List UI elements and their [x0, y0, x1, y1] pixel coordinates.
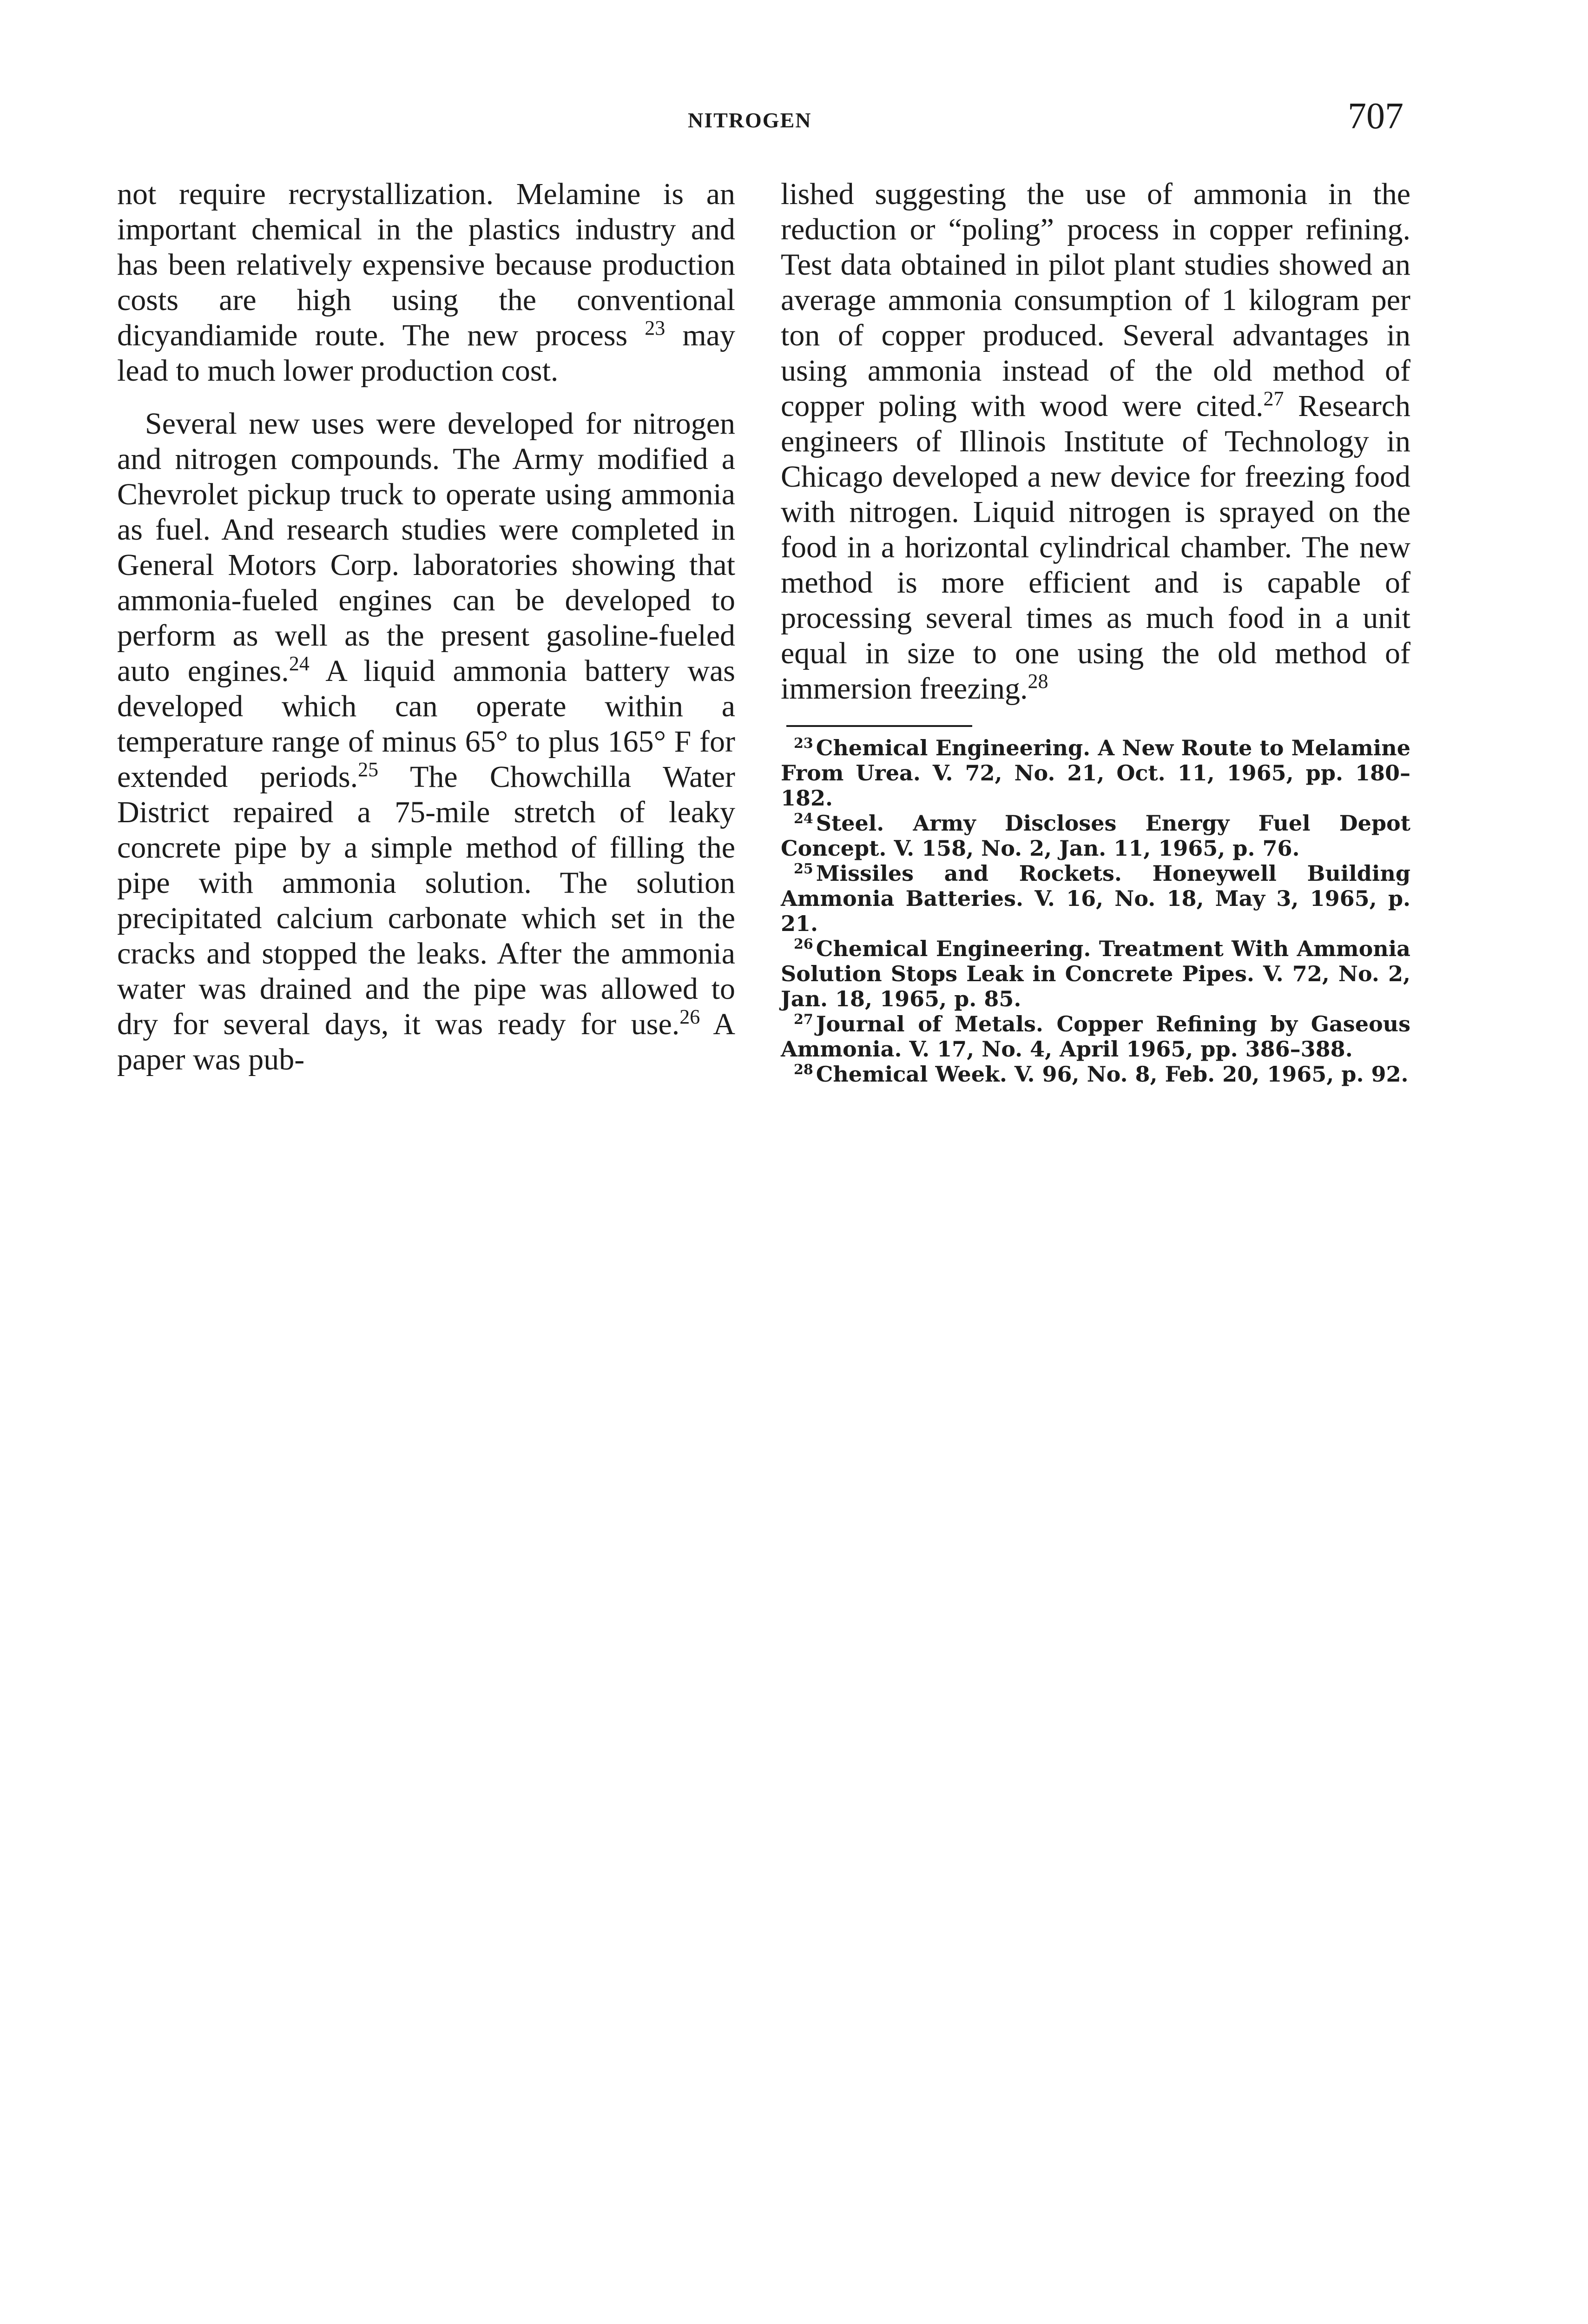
footnote-ref-23: 23: [645, 317, 666, 339]
paragraph-text: not require recrystallization. Melamine is an important chemical in the plastics industry and has been relatively expensive because production costs are high using the conventional dicyandiamide route. The new process: [117, 177, 735, 352]
footnote-text: Chemical Week. V. 96, No. 8, Feb. 20, 1965, p. 92.: [816, 1062, 1409, 1087]
left-column: [117, 177, 735, 1077]
footnote-24: [781, 811, 1410, 861]
footnote-number: 28: [794, 1061, 813, 1078]
footnote-number: 24: [794, 810, 813, 827]
footnote-27: [781, 1011, 1410, 1062]
footnotes: [781, 735, 1410, 1087]
footnote-text: Chemical Engineering. A New Route to Melamine From Urea. V. 72, No. 21, Oct. 11, 1965, pp. 180–182.: [781, 735, 1410, 811]
paragraph-text: may lead to much lower production cost.: [117, 318, 735, 388]
paragraph-melamine: [117, 177, 735, 389]
footnote-text: Chemical Engineering. Treatment With Ammonia Solution Stops Leak in Concrete Pipes. V. 72, No. 2, Jan. 18, 1965, p. 85.: [781, 936, 1410, 1011]
footnote-divider: [786, 725, 972, 727]
paragraph-new-uses: [117, 406, 735, 1077]
paragraph-text: Several new uses were developed for nitrogen and nitrogen compounds. The Army modified a Chevrolet pickup truck to operate using ammonia as fuel. And research studies were completed in General Motors Corp. laboratories showing that ammonia-fueled engines can be developed to perform as well as the present gasoline-fueled auto engines.: [117, 407, 735, 688]
footnote-number: 26: [794, 936, 813, 952]
footnote-text: Steel. Army Discloses Energy Fuel Depot Concept. V. 158, No. 2, Jan. 11, 1965, p. 76.: [781, 811, 1410, 861]
footnote-number: 23: [794, 735, 813, 752]
paragraph-text: A liquid ammonia battery was developed which can operate within a temperature range of minus 65° to plus 165° F for extended periods.: [117, 654, 735, 794]
footnote-number: 27: [794, 1011, 813, 1028]
footnote-25: [781, 861, 1410, 936]
right-column: [781, 177, 1410, 1087]
footnote-ref-25: 25: [358, 758, 379, 781]
page-number: 707: [1348, 96, 1404, 137]
running-head: NITROGEN: [688, 108, 812, 132]
paragraph-text: lished suggesting the use of ammonia in the reduction or “poling” process in copper refining. Test data obtained in pilot plant studies showed an average ammonia consumption of 1 kilogram per ton of copper produced. Several advantages in using ammonia instead of the old method of copper poling with wood were cited.: [781, 177, 1410, 423]
footnote-23: [781, 735, 1410, 811]
footnote-26: [781, 936, 1410, 1011]
paragraph-text: The Chowchilla Water District repaired a 75-mile stretch of leaky concrete pipe by a simple method of filling the pipe with ammonia solution. The solution precipitated calcium carbonate which set in the cracks and stopped the leaks. After the ammonia water was drained and the pipe was allowed to dry for several days, it was ready for use.: [117, 760, 735, 1041]
footnote-ref-27: 27: [1263, 387, 1284, 410]
footnote-28: [781, 1062, 1410, 1087]
footnote-text: Missiles and Rockets. Honeywell Building Ammonia Batteries. V. 16, No. 18, May 3, 1965, p. 21.: [781, 861, 1410, 936]
paragraph-text: A paper was pub-: [117, 1007, 735, 1076]
footnote-ref-28: 28: [1028, 670, 1048, 693]
footnote-ref-24: 24: [289, 652, 310, 675]
footnote-ref-26: 26: [679, 1005, 700, 1028]
paragraph-copper-poling: [781, 177, 1410, 706]
footnote-number: 25: [794, 860, 813, 877]
paragraph-text: Research engineers of Illinois Institute of Technology in Chicago developed a new device for freezing food with nitrogen. Liquid nitrogen is sprayed on the food in a horizontal cylindrical chamber. The new method is more efficient and is capable of processing several times as much food in a unit equal in size to one using the old method of immersion freezing.: [781, 389, 1410, 706]
footnote-text: Journal of Metals. Copper Refining by Gaseous Ammonia. V. 17, No. 4, April 1965, pp. 386–388.: [781, 1011, 1410, 1062]
